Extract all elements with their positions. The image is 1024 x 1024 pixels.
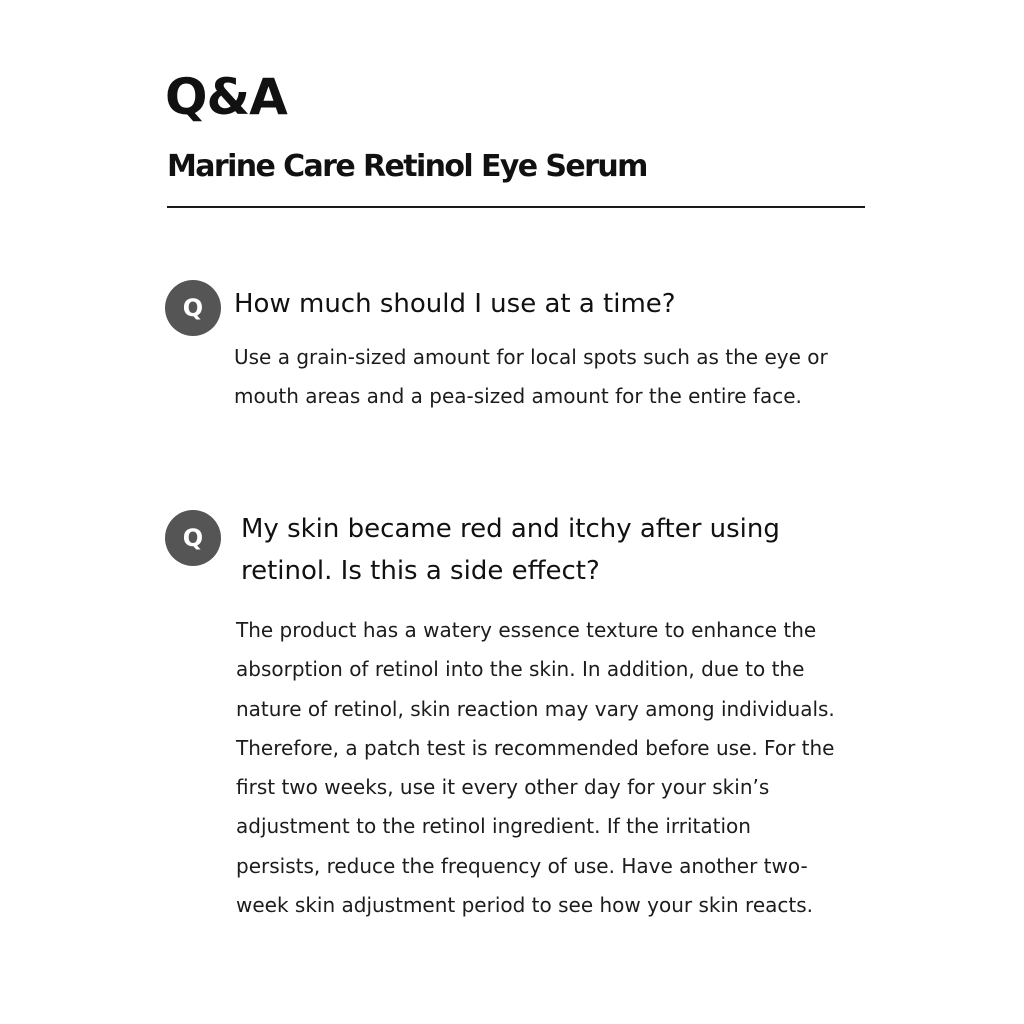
answer-text: The product has a watery essence texture to enhance the absorption of retinol into the skin. In addition, due to the nature of retinol, skin reaction may vary among individuals. Therefore, a patch test is recommended before use. For the first two weeks, use it every other day for your skin’s adjustment to the retinol ingredient. If the irritation persists, reduce the frequency of use. Have another two-week skin adjustment period to see how your skin reacts. bbox=[236, 618, 835, 918]
question-badge-icon: Q bbox=[165, 510, 221, 566]
question-text: How much should I use at a time? bbox=[234, 289, 676, 319]
page-title: Q&A bbox=[165, 68, 287, 126]
question-text: My skin became red and itchy after using retinol. Is this a side effect? bbox=[241, 514, 780, 586]
product-name: Marine Care Retinol Eye Serum bbox=[167, 149, 647, 184]
answer-text: Use a grain-sized amount for local spots such as the eye or mouth areas and a pea-sized amount for the entire face. bbox=[234, 345, 828, 409]
question-badge-icon: Q bbox=[165, 280, 221, 336]
header-divider bbox=[167, 206, 865, 208]
